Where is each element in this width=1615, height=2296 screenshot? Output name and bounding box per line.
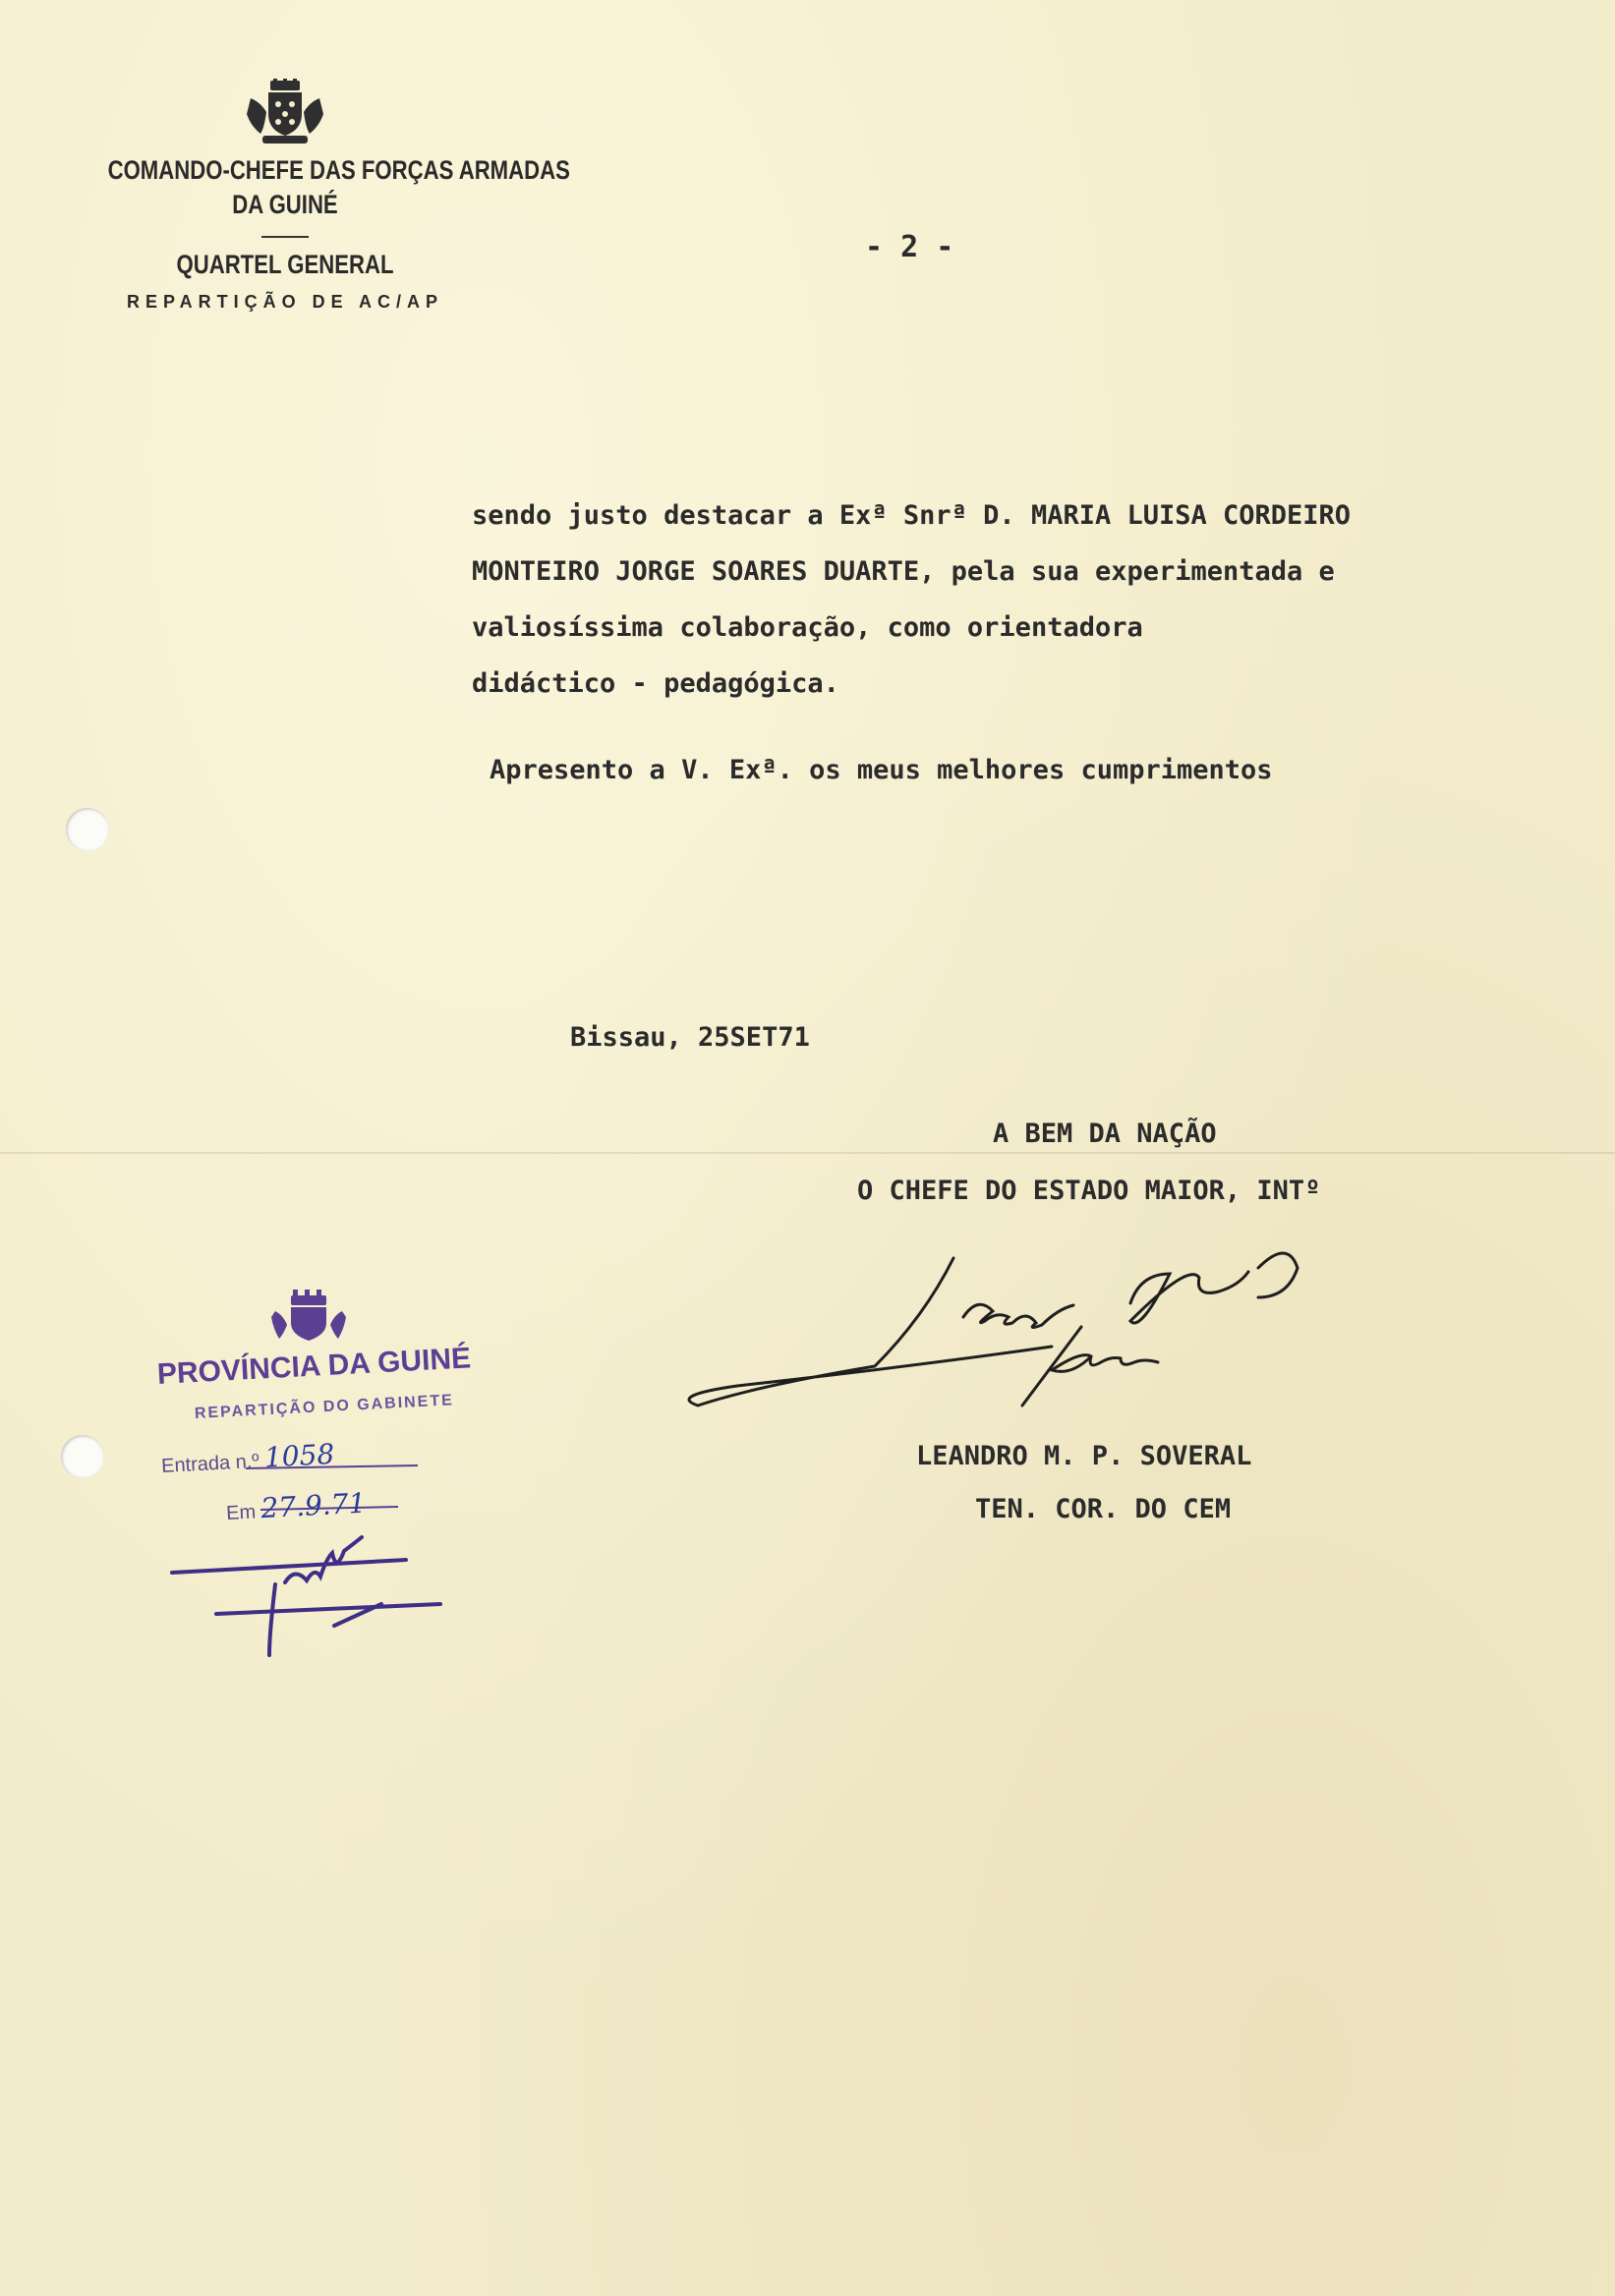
header-hq-line: QUARTEL GENERAL [176, 250, 394, 279]
punch-hole-lower [61, 1435, 104, 1478]
stamp-entry-label: Entrada n.º [160, 1450, 260, 1477]
letter-body [472, 488, 1573, 712]
letterhead [69, 79, 570, 313]
stamp-title: PROVÍNCIA DA GUINÉ [156, 1342, 472, 1391]
place-date: Bissau, 25SET71 [570, 1022, 810, 1053]
stamp-date-label: Em [225, 1501, 257, 1524]
header-department-line: REPARTIÇÃO DE AC/AP [126, 292, 443, 312]
stamp-date-value: 27.9.71 [260, 1486, 368, 1525]
stamp-markings [147, 1288, 560, 1681]
motto: A BEM DA NAÇÃO [993, 1119, 1217, 1149]
body-line: MONTEIRO JORGE SOARES DUARTE, pela sua experimentada e [472, 556, 1335, 587]
stamp-department: REPARTIÇÃO DO GABINETE [194, 1392, 455, 1422]
punch-hole-upper [66, 808, 109, 851]
body-line: didáctico - pedagógica. [472, 668, 839, 699]
reception-stamp [147, 1288, 560, 1681]
body-line: sendo justo destacar a Exª Snrª D. MARIA LUISA CORDEIRO [472, 500, 1352, 531]
signatory-rank: TEN. COR. DO CEM [975, 1494, 1232, 1524]
signatory-title: O CHEFE DO ESTADO MAIOR, INTº [857, 1176, 1321, 1206]
header-region-line: DA GUINÉ [232, 190, 338, 219]
page-number: - 2 - [865, 230, 954, 264]
signatory-name: LEANDRO M. P. SOVERAL [916, 1441, 1252, 1471]
body-line: valiosíssima colaboração, como orientadora [472, 612, 1143, 643]
coat-of-arms-icon [241, 79, 329, 149]
paper-fold-line [0, 1152, 1615, 1154]
handwritten-signature [668, 1219, 1455, 1435]
header-divider [261, 236, 309, 238]
closing-line: Apresento a V. Exª. os meus melhores cumprimentos [490, 755, 1273, 785]
stamp-entry-number: 1058 [263, 1437, 336, 1474]
header-command-line: COMANDO-CHEFE DAS FORÇAS ARMADAS [107, 155, 570, 185]
